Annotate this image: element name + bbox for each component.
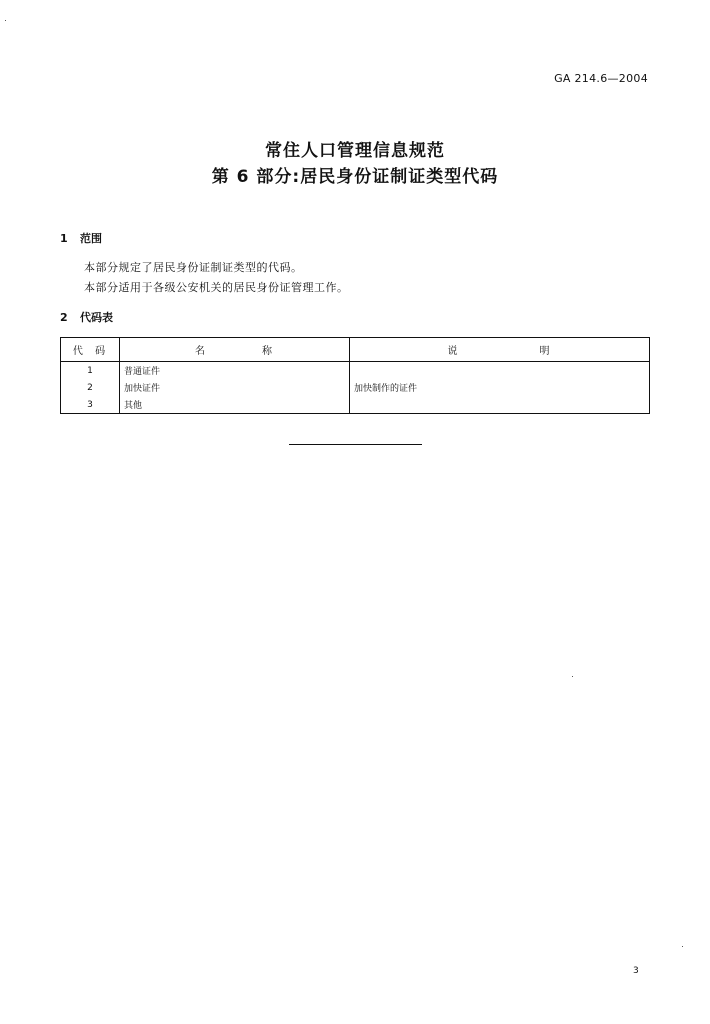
section-1-heading — [60, 230, 102, 246]
row-description: 加快制作的证件 — [350, 362, 650, 414]
section-2-number: 2 — [60, 311, 68, 324]
row-code: 1 — [61, 362, 120, 380]
section-2-heading — [60, 309, 113, 325]
section-1-number: 1 — [60, 232, 68, 245]
row-code: 2 — [61, 379, 120, 396]
page-number: 3 — [633, 966, 639, 976]
table-row — [61, 362, 650, 380]
row-name: 普通证件 — [120, 362, 350, 380]
title-line-1: 常住人口管理信息规范 — [265, 141, 445, 161]
header-code: 代 码 — [61, 338, 120, 362]
title-line-2: 第 6 部分:居民身份证制证类型代码 — [211, 167, 499, 187]
end-rule — [289, 444, 422, 445]
code-table — [60, 337, 650, 414]
section-2-title: 代码表 — [80, 311, 113, 324]
document-title — [0, 138, 710, 190]
scan-speck — [682, 946, 683, 947]
row-code: 3 — [61, 396, 120, 414]
header-description: 说 明 — [350, 338, 650, 362]
row-name: 加快证件 — [120, 379, 350, 396]
row-name: 其他 — [120, 396, 350, 414]
header-name: 名 称 — [120, 338, 350, 362]
section-1-paragraph-2: 本部分适用于各级公安机关的居民身份证管理工作。 — [84, 281, 349, 294]
standard-number: GA 214.6—2004 — [554, 72, 648, 85]
section-1-paragraph-1: 本部分规定了居民身份证制证类型的代码。 — [84, 261, 303, 274]
scan-speck — [572, 676, 573, 677]
scan-speck — [5, 20, 6, 21]
table-header-row — [61, 338, 650, 362]
section-1-title: 范围 — [80, 232, 102, 245]
